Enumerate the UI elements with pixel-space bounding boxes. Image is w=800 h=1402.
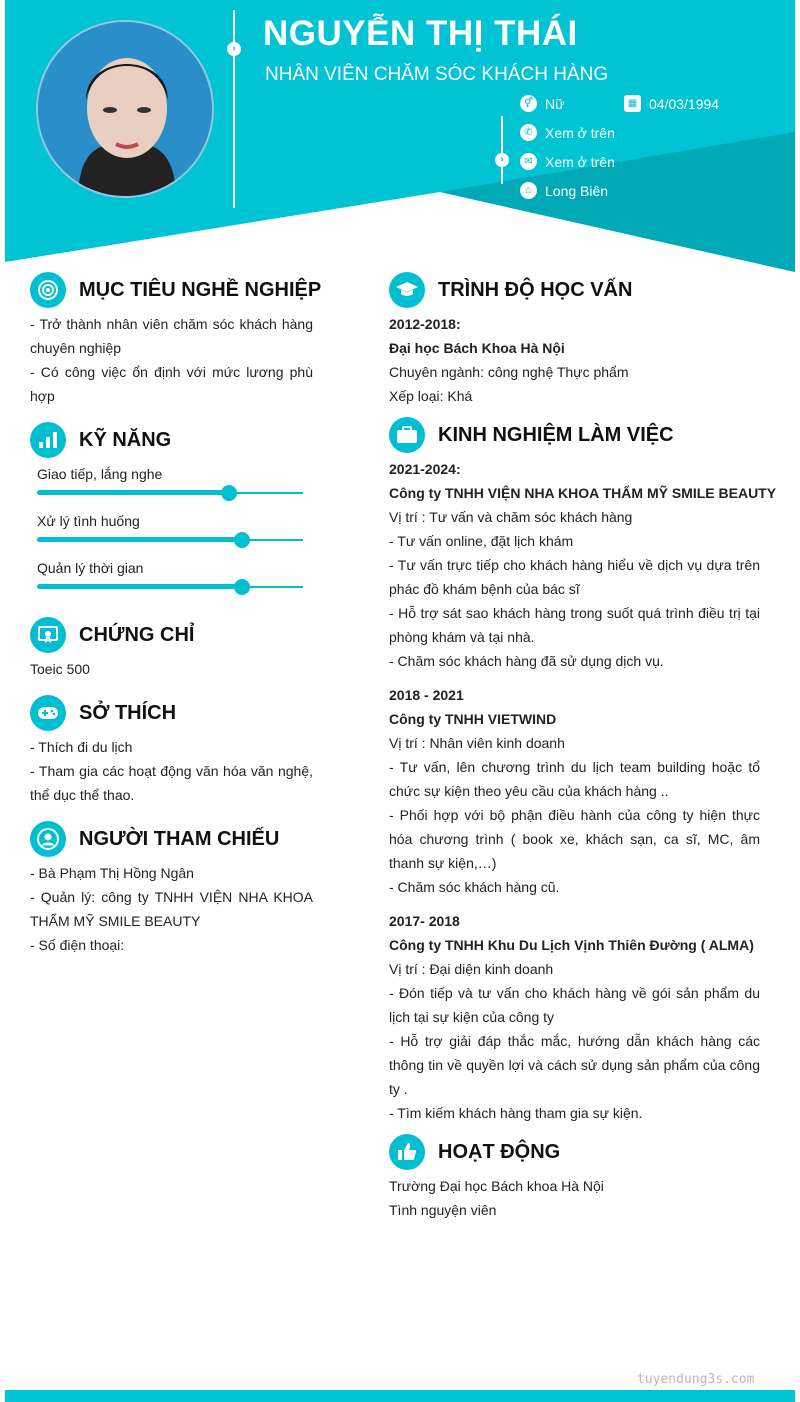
certificates-heading <box>30 617 194 653</box>
skill-bar-knob <box>234 532 250 548</box>
section-title: SỞ THÍCH <box>79 701 177 724</box>
graduation-cap-icon <box>389 272 425 308</box>
home-icon: ⌂ <box>520 182 537 199</box>
job-company: Công ty TNHH Khu Du Lịch Vịnh Thiên Đường ( ALMA) <box>389 937 754 953</box>
experience-heading <box>389 417 674 453</box>
skill-bar-knob <box>221 485 237 501</box>
reference-line: - Số điện thoại: <box>30 937 125 953</box>
section-title: NGƯỜI THAM CHIẾU <box>79 827 280 850</box>
calendar-icon: ▦ <box>624 95 641 112</box>
phone-value: Xem ở trên <box>545 124 615 141</box>
job-line: - Tư vấn, lên chương trình du lịch team building hoặc tổ chức sự kiện theo yêu cầu của khách hàng .. <box>389 759 760 799</box>
birthdate-info <box>624 95 719 112</box>
reference-line: - Bà Phạm Thị Hồng Ngân <box>30 865 194 881</box>
section-title: KINH NGHIỆM LÀM VIỆC <box>438 423 674 446</box>
email-icon: ✉ <box>520 153 537 170</box>
candidate-title: NHÂN VIÊN CHĂM SÓC KHÁCH HÀNG <box>265 64 609 85</box>
certificate-line: Toeic 500 <box>30 661 90 677</box>
gender-info <box>520 95 564 112</box>
career-goal-line: - Trở thành nhân viên chăm sóc khách hàng chuyên nghiệp <box>30 316 313 356</box>
header-divider <box>233 10 235 208</box>
target-icon <box>30 272 66 308</box>
skill-label: Xử lý tình huống <box>37 513 140 529</box>
briefcase-icon <box>389 417 425 453</box>
footer-bar <box>5 1390 795 1402</box>
birthdate-value: 04/03/1994 <box>649 95 720 112</box>
address-info <box>520 182 608 199</box>
activity-line: Trường Đại học Bách khoa Hà Nội <box>389 1178 604 1194</box>
education-major: Chuyên ngành: công nghệ Thực phẩm <box>389 364 629 380</box>
user-icon <box>30 821 66 857</box>
skill-label: Quản lý thời gian <box>37 560 144 576</box>
skill-bar-fill <box>37 490 229 495</box>
section-title: MỤC TIÊU NGHỀ NGHIỆP <box>79 278 322 301</box>
skill-label: Giao tiếp, lắng nghe <box>37 466 163 482</box>
section-title: TRÌNH ĐỘ HỌC VẤN <box>438 278 633 301</box>
job-position: Vị trí : Tư vấn và chăm sóc khách hàng <box>389 509 633 525</box>
hobby-line: - Thích đi du lịch <box>30 739 133 755</box>
address-value: Long Biên <box>545 182 609 199</box>
phone-icon: ✆ <box>520 124 537 141</box>
chevron-right-icon: › <box>495 153 509 167</box>
job-company: Công ty TNHH VIỆN NHA KHOA THẨM MỸ SMILE BEAUTY <box>389 485 777 501</box>
certificate-icon <box>30 617 66 653</box>
job-line: - Chăm sóc khách hàng cũ. <box>389 879 560 895</box>
career-goal-heading <box>30 272 321 308</box>
activity-line: Tình nguyện viên <box>389 1202 497 1218</box>
candidate-name: NGUYỄN THỊ THÁI <box>263 14 578 53</box>
job-period: 2017- 2018 <box>389 913 460 929</box>
skill-bar-knob <box>234 579 250 595</box>
chevron-right-icon: › <box>227 42 241 56</box>
avatar-portrait <box>38 22 214 198</box>
skill-bar <box>37 539 303 541</box>
job-line: - Tư vấn online, đặt lịch khám <box>389 533 574 549</box>
email-info <box>520 153 615 170</box>
skill-bar <box>37 492 303 494</box>
career-goal-line: - Có công việc ổn định với mức lương phù hợp <box>30 364 313 404</box>
skills-heading <box>30 422 171 458</box>
section-title: HOẠT ĐỘNG <box>438 1140 561 1163</box>
job-position: Vị trí : Đại diện kinh doanh <box>389 961 554 977</box>
section-title: KỸ NĂNG <box>79 428 172 451</box>
job-period: 2021-2024: <box>389 461 461 477</box>
job-period: 2018 - 2021 <box>389 687 464 703</box>
job-line: - Đón tiếp và tư vấn cho khách hàng về gói sản phẩm du lịch tại sự kiện của công ty <box>389 985 760 1025</box>
gender-value: Nữ <box>545 95 565 112</box>
references-heading <box>30 821 279 857</box>
skill-bar-fill <box>37 584 242 589</box>
bar-chart-icon <box>30 422 66 458</box>
email-value: Xem ở trên <box>545 153 615 170</box>
info-divider <box>501 116 503 184</box>
job-position: Vị trí : Nhân viên kinh doanh <box>389 735 565 751</box>
avatar <box>36 20 214 198</box>
gamepad-icon <box>30 695 66 731</box>
cv-page <box>5 0 795 1402</box>
hobby-line: - Tham gia các hoạt động văn hóa văn nghệ, thể dục thể thao. <box>30 763 313 803</box>
gender-icon: ⚥ <box>520 95 537 112</box>
job-company: Công ty TNHH VIETWIND <box>389 711 557 727</box>
job-line: - Phối hợp với bộ phận điều hành của công ty hiện thực hóa chương trình ( book xe, khách sạn, ca sĩ, MC, âm thanh sự kiện,…) <box>389 807 760 871</box>
reference-line: - Quản lý: công ty TNHH VIỆN NHA KHOA THẨM MỸ SMILE BEAUTY <box>30 889 313 929</box>
job-line: - Tìm kiếm khách hàng tham gia sự kiện. <box>389 1105 643 1121</box>
job-line: - Chăm sóc khách hàng đã sử dụng dịch vụ. <box>389 653 664 669</box>
education-period: 2012-2018: <box>389 316 461 332</box>
education-school: Đại học Bách Khoa Hà Nội <box>389 340 565 356</box>
hobbies-heading <box>30 695 176 731</box>
phone-info <box>520 124 615 141</box>
job-line: - Hỗ trợ giải đáp thắc mắc, hướng dẫn khách hàng các thông tin về quyền lợi và cách sử dụng sản phẩm của công ty . <box>389 1033 760 1097</box>
watermark: tuyendung3s.com <box>637 1372 755 1387</box>
skill-bar <box>37 586 303 588</box>
thumbs-up-icon <box>389 1134 425 1170</box>
section-title: CHỨNG CHỈ <box>79 623 195 646</box>
skill-bar-fill <box>37 537 242 542</box>
education-heading <box>389 272 632 308</box>
activities-heading <box>389 1134 560 1170</box>
job-line: - Tư vấn trực tiếp cho khách hàng hiểu về dịch vụ dựa trên phác đồ khám bệnh của bác sĩ <box>389 557 760 597</box>
job-line: - Hỗ trợ sát sao khách hàng trong suốt quá trình điều trị tại phòng khám và tại nhà. <box>389 605 760 645</box>
education-grade: Xếp loại: Khá <box>389 388 473 404</box>
